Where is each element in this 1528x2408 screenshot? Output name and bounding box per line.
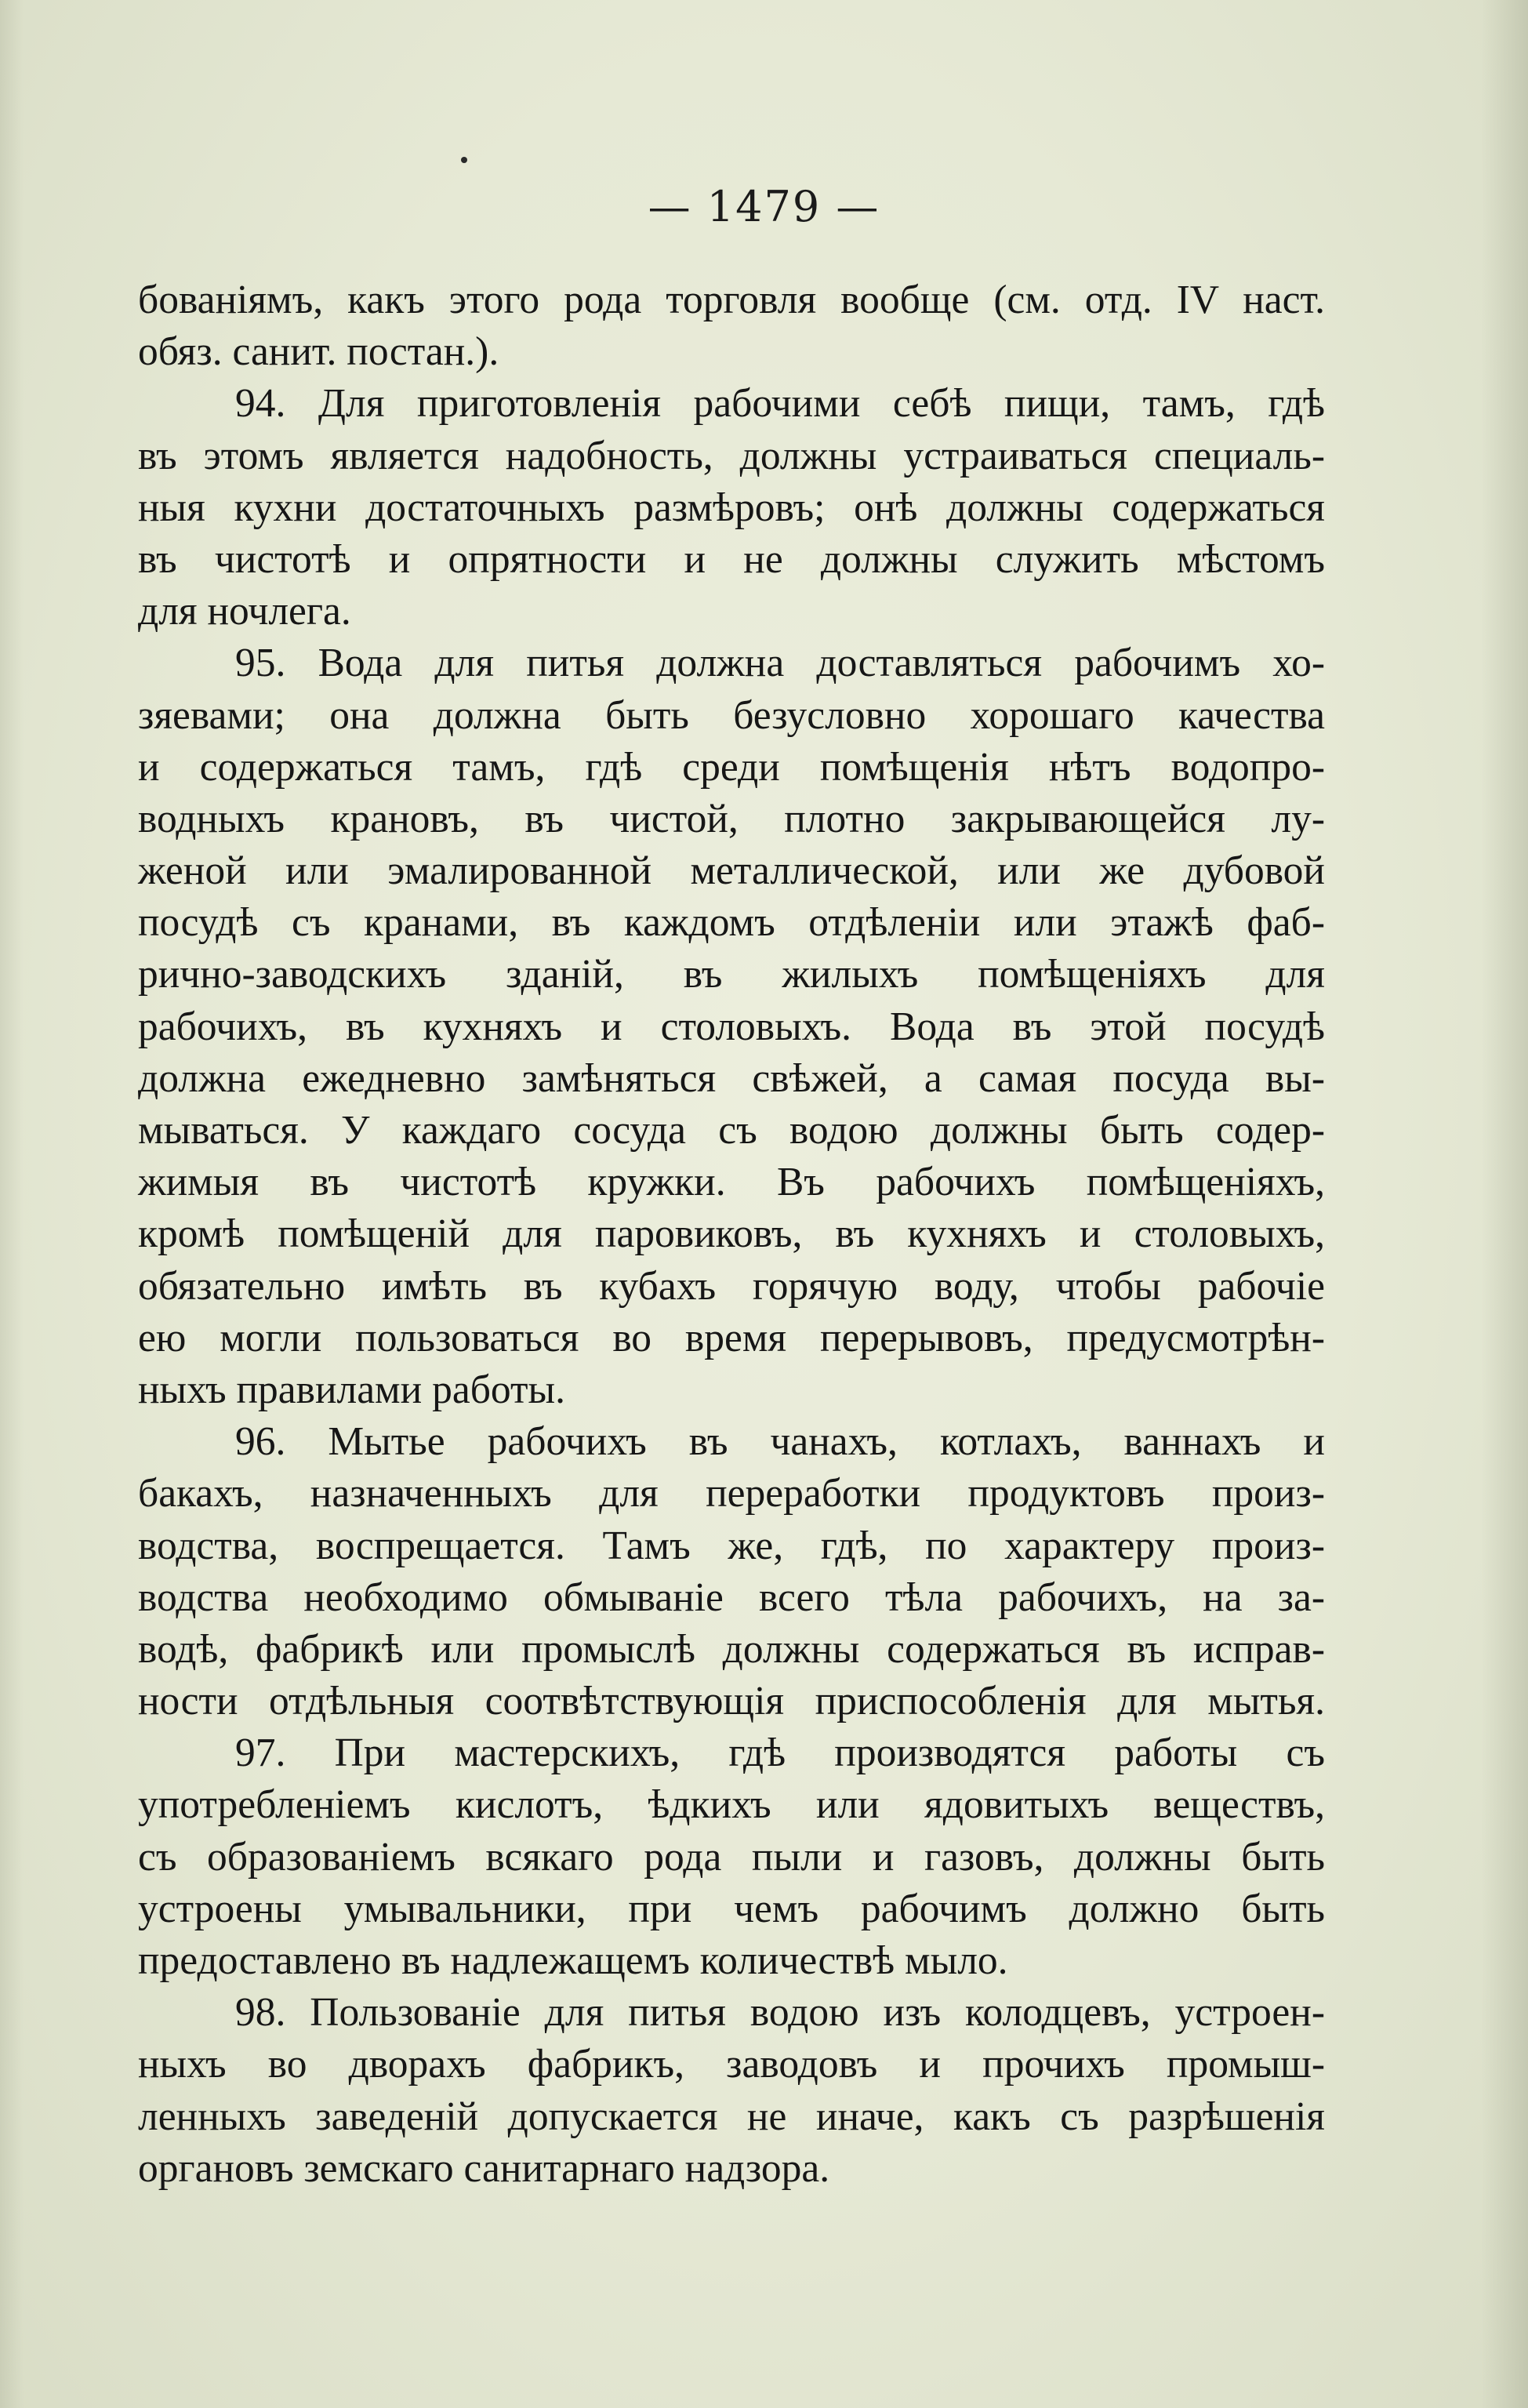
text-line: въ чистотѣ и опрятности и не должны служить мѣстомъ bbox=[138, 536, 1325, 582]
text-line: жимыя въ чистотѣ кружки. Въ рабочихъ помѣщеніяхъ, bbox=[138, 1160, 1325, 1205]
paragraph-96-first-line: 96. Мытье рабочихъ въ чанахъ, котлахъ, ваннахъ и bbox=[235, 1419, 1325, 1465]
text-line: ленныхъ заведеній допускается не иначе, какъ съ разрѣшенія bbox=[138, 2094, 1325, 2139]
paragraph-98-first-line: 98. Пользованіе для питья водою изъ колодцевъ, устроен- bbox=[235, 1990, 1325, 2036]
text-line: ныя кухни достаточныхъ размѣровъ; онѣ должны содержаться bbox=[138, 485, 1325, 530]
text-line: органовъ земскаго санитарнаго надзора. bbox=[138, 2145, 830, 2191]
text-line: кромѣ помѣщеній для паровиковъ, въ кухняхъ и столовыхъ, bbox=[138, 1211, 1325, 1257]
paragraph-95-first-line: 95. Вода для питья должна доставляться рабочимъ хо- bbox=[235, 641, 1325, 686]
text-line: водныхъ крановъ, въ чистой, плотно закрывающейся лу- bbox=[138, 796, 1325, 841]
ink-speck bbox=[461, 157, 467, 163]
text-line: мываться. У каждаго сосуда съ водою должны быть содер- bbox=[138, 1108, 1325, 1153]
page-number: — 1479 — bbox=[648, 182, 880, 231]
text-line: зяевами; она должна быть безусловно хорошаго качества bbox=[138, 692, 1325, 738]
text-line: съ образованіемъ всякаго рода пыли и газовъ, должны быть bbox=[138, 1834, 1325, 1880]
page-body bbox=[138, 274, 1325, 2195]
text-line: посудѣ съ кранами, въ каждомъ отдѣленіи или этажѣ фаб- bbox=[138, 900, 1325, 946]
text-line: предоставлено въ надлежащемъ количествѣ мыло. bbox=[138, 1938, 1008, 1983]
text-line: женой или эмалированной металлической, или же дубовой bbox=[138, 848, 1325, 894]
text-line: ею могли пользоваться во время перерывовъ, предусмотрѣн- bbox=[138, 1315, 1325, 1360]
text-line: въ этомъ является надобность, должны устраиваться специаль- bbox=[138, 433, 1325, 478]
text-line: водства необходимо обмываніе всего тѣла рабочихъ, на за- bbox=[138, 1574, 1325, 1620]
text-line: и содержаться тамъ, гдѣ среди помѣщенія нѣтъ водопро- bbox=[138, 744, 1325, 790]
text-line: ныхъ правилами работы. bbox=[138, 1367, 565, 1412]
paragraph-94-first-line: 94. Для приготовленія рабочими себѣ пищи, тамъ, гдѣ bbox=[235, 381, 1325, 427]
text-line: для ночлега. bbox=[138, 589, 351, 634]
left-edge-shadow bbox=[0, 0, 24, 2408]
text-line: обязательно имѣть въ кубахъ горячую воду, чтобы рабочіе bbox=[138, 1263, 1325, 1309]
text-line: ности отдѣльныя соотвѣтствующія приспособленія для мытья. bbox=[138, 1679, 1325, 1724]
text-line: обяз. санит. постан.). bbox=[138, 329, 499, 375]
text-line: употребленіемъ кислотъ, ѣдкихъ или ядовитыхъ веществъ, bbox=[138, 1782, 1325, 1828]
text-line: должна ежедневно замѣняться свѣжей, а самая посуда вы- bbox=[138, 1055, 1325, 1101]
text-line: рабочихъ, въ кухняхъ и столовыхъ. Вода въ этой посудѣ bbox=[138, 1004, 1325, 1049]
text-line: водѣ, фабрикѣ или промыслѣ должны содержаться въ исправ- bbox=[138, 1626, 1325, 1672]
text-line: бованіямъ, какъ этого рода торговля вообще (см. отд. IV наст. bbox=[138, 278, 1325, 322]
text-line: устроены умывальники, при чемъ рабочимъ должно быть bbox=[138, 1886, 1325, 1931]
text-line: рично-заводскихъ зданій, въ жилыхъ помѣщеніяхъ для bbox=[138, 952, 1325, 997]
right-edge-shadow bbox=[1481, 0, 1528, 2408]
text-line: ныхъ во дворахъ фабрикъ, заводовъ и прочихъ промыш- bbox=[138, 2042, 1325, 2087]
paragraph-97-first-line: 97. При мастерскихъ, гдѣ производятся работы съ bbox=[235, 1731, 1325, 1776]
text-line: водства, воспрещается. Тамъ же, гдѣ, по характеру произ- bbox=[138, 1523, 1325, 1568]
text-line: бакахъ, назначенныхъ для переработки продуктовъ произ- bbox=[138, 1471, 1325, 1516]
